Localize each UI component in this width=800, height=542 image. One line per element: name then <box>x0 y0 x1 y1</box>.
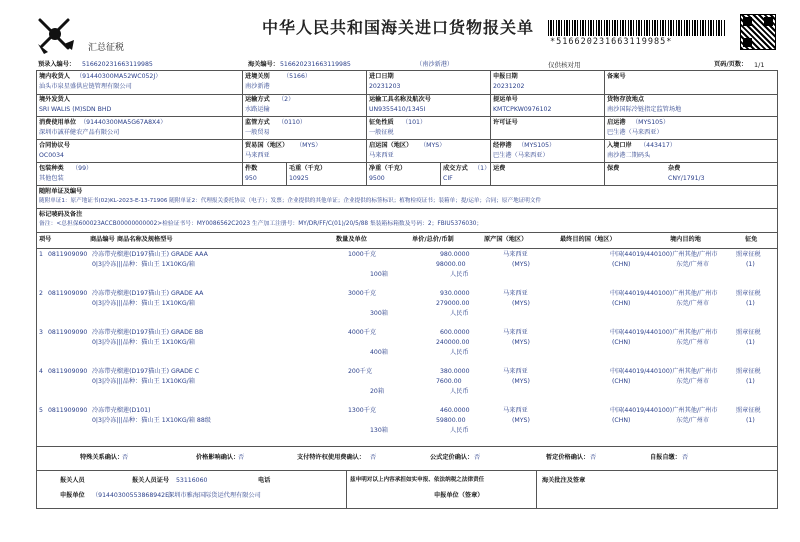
origin-country: 马来西亚 <box>369 152 394 159</box>
item-no: 5 <box>39 407 43 414</box>
col-code-name: 商品编号 商品名称及规格型号 <box>90 236 173 243</box>
item-dest: 中国 <box>610 290 623 297</box>
royalty: 否 <box>370 454 377 461</box>
contract: OC0034 <box>39 152 64 159</box>
unit: 深圳市雅海国际货运代理有限公司 <box>168 492 261 499</box>
customs-no: 516620231663119985 <box>280 61 351 68</box>
trade-country-code: （MYS） <box>296 142 322 149</box>
self-label: 公式定价确认： <box>430 454 474 461</box>
supervision-code: （0110） <box>278 119 307 126</box>
item-levy: 照章征税 <box>736 251 761 258</box>
port-code: （MYS105） <box>632 119 670 126</box>
location-label: 货物存放地点 <box>607 96 645 103</box>
item-code: 0811909090 <box>48 290 88 297</box>
item-spec: 0|3|冷冻|||品种：猫山王 1X10KG/箱 <box>92 300 195 307</box>
self-report: 否 <box>682 454 689 461</box>
consignee-name: 汕头市泉星盛供应链管理有限公司 <box>39 83 132 90</box>
item-origin: 马来西亚 <box>503 368 528 375</box>
item-origin: 马来西亚 <box>503 251 528 258</box>
item-levy: 照章征税 <box>736 368 761 375</box>
item-dest: 中国 <box>610 407 623 414</box>
item-origin: 马来西亚 <box>503 290 528 297</box>
docs: 随附单证1：原产地证书(02)KL-2023-E-13-71906 随附单证2：代理报关委托协议（电子）；发票；企业提供的其他单证；企业提供的标签标识；植物检疫证书；装箱单；提/运单；合同；原产地证明文件 <box>39 198 542 204</box>
record-label: 备案号 <box>607 73 626 80</box>
item-name: 冷冻带壳榴莲(D197猫山王) GRADE BB <box>92 329 204 336</box>
item-domestic: (44019/440100)广州其他/广州市 <box>622 329 718 336</box>
declarant-label: 报关人员 <box>60 477 85 484</box>
item-dest: 中国 <box>610 368 623 375</box>
pieces-label: 件数 <box>245 165 258 172</box>
item-qty: 1300千克 <box>348 407 377 414</box>
unit-code: （91440300553868942E） <box>92 492 176 499</box>
entry-office: 南沙新港 <box>245 83 270 90</box>
port: 巴生港（马来西亚） <box>607 129 663 136</box>
page-number: 1/1 <box>754 61 765 69</box>
tentative: 否 <box>590 454 597 461</box>
phone-label: 电话 <box>258 477 271 484</box>
tax-code: （101） <box>402 119 427 126</box>
consumer-label: 消费使用单位 <box>39 119 77 126</box>
item-name: 冷冻带壳榴莲(D197猫山王) GRADE C <box>92 368 200 375</box>
item-domestic-2: 东莞/广州市 <box>676 300 710 307</box>
import-date: 20231203 <box>369 83 401 90</box>
permit-label: 许可证号 <box>493 119 518 126</box>
item-no: 4 <box>39 368 43 375</box>
consignee-label: 境内收货人 <box>39 73 70 80</box>
item-qty: 1000千克 <box>348 251 377 258</box>
via-port-code: （MYS105） <box>518 142 556 149</box>
shipper: SRI WALIS (M)SDN BHD <box>39 106 112 113</box>
item-dest-code: (CHN) <box>612 300 631 307</box>
col-origin: 原产国（地区） <box>484 236 528 243</box>
supervision: 一般贸易 <box>245 129 270 136</box>
preentry-no: 516620231663119985 <box>82 61 153 68</box>
item-total: 240000.00 <box>436 339 470 346</box>
barcode <box>548 20 726 36</box>
item-total: 7600.00 <box>436 378 462 385</box>
preentry-label: 预录入编号： <box>38 61 76 68</box>
seal-label: 申报单位（签章） <box>434 492 484 499</box>
gross-label: 毛重（千克） <box>289 165 327 172</box>
location: 南沙国际冷链指定监管场地 <box>607 106 682 113</box>
col-domestic: 境内目的地 <box>670 236 701 243</box>
header-subtitle: 汇总征税 <box>88 43 125 53</box>
via-port: 巴生港（马来西亚） <box>493 152 549 159</box>
item-qty-2: 100箱 <box>370 271 388 278</box>
bl-label: 提运单号 <box>493 96 518 103</box>
item-levy-code: (1) <box>746 261 755 268</box>
item-currency: 人民币 <box>450 427 469 434</box>
item-name: 冷冻带壳榴莲(D197猫山王) GRADE AA <box>92 290 204 297</box>
col-levy: 征免 <box>745 236 758 243</box>
item-spec: 0|3|冷冻|||品种：猫山王 1X10KG/箱 88级 <box>92 417 211 424</box>
royalty-label: 支付特许权使用费确认： <box>297 454 366 461</box>
freight-label: 运费 <box>493 165 506 172</box>
item-levy: 照章征税 <box>736 407 761 414</box>
misc-label: 杂费 <box>668 165 681 172</box>
contract-label: 合同协议号 <box>39 142 70 149</box>
consumer-code: （91440300MA5G67A8X4） <box>80 119 167 126</box>
origin-country-label: 启运国（地区） <box>369 142 413 149</box>
page-label: 页码/页数： <box>714 61 748 68</box>
item-qty: 3000千克 <box>348 290 377 297</box>
declare-date-label: 申报日期 <box>493 73 518 80</box>
terms-code: （1） <box>474 165 491 172</box>
item-code: 0811909090 <box>48 329 88 336</box>
item-no: 1 <box>39 251 43 258</box>
item-qty-2: 20箱 <box>370 388 385 395</box>
customs-remark-label: 海关批注及签章 <box>542 477 586 484</box>
item-unit-price: 460.0000 <box>440 407 470 414</box>
transport-code: （2） <box>278 96 295 103</box>
special-label: 特殊关系确认： <box>80 454 124 461</box>
item-qty-2: 400箱 <box>370 349 388 356</box>
item-no: 3 <box>39 329 43 336</box>
item-dest-code: (CHN) <box>612 378 631 385</box>
page-title: 中华人民共和国海关进口货物报关单 <box>262 18 535 37</box>
net: 9500 <box>369 175 385 182</box>
item-levy-code: (1) <box>746 339 755 346</box>
item-domestic-2: 东莞/广州市 <box>676 261 710 268</box>
item-qty: 200千克 <box>348 368 373 375</box>
item-code: 0811909090 <box>48 407 88 414</box>
item-origin: 马来西亚 <box>503 329 528 336</box>
item-spec: 0|3|冷冻|||品种：猫山王 1X10KG/箱 <box>92 339 195 346</box>
port-note: （南沙新港） <box>416 61 454 68</box>
item-qty-2: 130箱 <box>370 427 388 434</box>
gross: 10925 <box>289 175 309 182</box>
item-code: 0811909090 <box>48 251 88 258</box>
col-qty: 数量及单位 <box>336 236 367 243</box>
verify-note: 仅供核对用 <box>548 61 581 69</box>
item-currency: 人民币 <box>450 271 469 278</box>
item-levy-code: (1) <box>746 378 755 385</box>
terms-label: 成交方式 <box>443 165 468 172</box>
item-qty: 4000千克 <box>348 329 377 336</box>
self: 否 <box>474 454 481 461</box>
item-levy-code: (1) <box>746 417 755 424</box>
item-dest-code: (CHN) <box>612 339 631 346</box>
barcode-text: *516620231663119985* <box>550 37 673 47</box>
item-origin-code: (MYS) <box>512 378 530 385</box>
entry-port-label: 入境口岸 <box>607 142 632 149</box>
package-code: （99） <box>72 165 93 172</box>
item-currency: 人民币 <box>450 310 469 317</box>
entry-office-code: （5166） <box>283 73 312 80</box>
origin-country-code: （MYS） <box>420 142 446 149</box>
item-levy: 照章征税 <box>736 290 761 297</box>
statement: 兹申明对以上内容承担如实申报、依法纳税之法律责任 <box>350 477 485 483</box>
item-domestic-2: 东莞/广州市 <box>676 417 710 424</box>
misc: CNY/1791/3 <box>668 175 705 182</box>
item-code: 0811909090 <box>48 368 88 375</box>
vessel-label: 运输工具名称及航次号 <box>369 96 431 103</box>
item-dest: 中国 <box>610 251 623 258</box>
consignee-code: （91440300MA52WC052J） <box>76 73 162 80</box>
item-unit-price: 930.0000 <box>440 290 470 297</box>
item-domestic-2: 东莞/广州市 <box>676 339 710 346</box>
price: 否 <box>238 454 245 461</box>
entry-office-label: 进境关别 <box>245 73 270 80</box>
package: 其他包装 <box>39 175 64 182</box>
item-dest-code: (CHN) <box>612 261 631 268</box>
consumer: 深圳市誠祥健农产品有限公司 <box>39 129 120 136</box>
declarant-no-label: 报关人员证号 <box>132 477 170 484</box>
item-origin: 马来西亚 <box>503 407 528 414</box>
item-origin-code: (MYS) <box>512 261 530 268</box>
item-domestic: (44019/440100)广州其他/广州市 <box>622 407 718 414</box>
item-currency: 人民币 <box>450 349 469 356</box>
transport: 水路运输 <box>245 106 270 113</box>
item-unit-price: 980.0000 <box>440 251 470 258</box>
item-spec: 0|3|冷冻|||品种：猫山王 1X10KG/箱 <box>92 261 195 268</box>
shipper-label: 境外发货人 <box>39 96 70 103</box>
vessel: UN9355410/1345I <box>369 106 426 113</box>
item-name: 冷冻带壳榴莲(D197猫山王) GRADE AAA <box>92 251 208 258</box>
item-total: 59800.00 <box>436 417 466 424</box>
pieces: 950 <box>245 175 257 182</box>
item-unit-price: 600.0000 <box>440 329 470 336</box>
item-unit-price: 380.0000 <box>440 368 470 375</box>
tax-label: 征免性质 <box>369 119 394 126</box>
marks-label: 标记唛码及备注 <box>39 211 83 218</box>
item-domestic: (44019/440100)广州其他/广州市 <box>622 368 718 375</box>
entry-port: 南沙港二期码头 <box>607 152 651 159</box>
tax: 一般征税 <box>369 129 394 136</box>
customs-emblem-icon <box>34 14 76 56</box>
item-levy-code: (1) <box>746 300 755 307</box>
item-domestic: (44019/440100)广州其他/广州市 <box>622 251 718 258</box>
bl: KMTCPKW0976102 <box>493 106 552 113</box>
declarant-no: 53116060 <box>176 477 208 484</box>
item-dest-code: (CHN) <box>612 417 631 424</box>
self-report-label: 自报自缴： <box>650 454 681 461</box>
trade-country: 马来西亚 <box>245 152 270 159</box>
item-origin-code: (MYS) <box>512 417 530 424</box>
col-dest: 最终目的国（地区） <box>560 236 616 243</box>
item-dest: 中国 <box>610 329 623 336</box>
unit-label: 申报单位 <box>60 492 85 499</box>
tentative-label: 暂定价格确认： <box>546 454 590 461</box>
item-spec: 0|3|冷冻|||品种：猫山王 1X10KG/箱 <box>92 378 195 385</box>
item-currency: 人民币 <box>450 388 469 395</box>
marks: 备注：<总担保600023ACCB00000000002>检验证书号：MY0086562C2023 生产加工注册号：MY/DR/FF/C(01)/20/5/88 集装箱标箱数及号码：2；FBIU5376030； <box>39 221 483 227</box>
price-label: 价格影响确认： <box>196 454 240 461</box>
declare-date: 20231202 <box>493 83 525 90</box>
terms: CIF <box>443 175 453 182</box>
item-total: 279000.00 <box>436 300 470 307</box>
insurance-label: 保费 <box>607 165 620 172</box>
entry-port-code: （443417） <box>640 142 676 149</box>
customs-no-label: 海关编号： <box>248 61 279 68</box>
docs-label: 随附单证及编号 <box>39 188 83 195</box>
package-label: 包装种类 <box>39 165 64 172</box>
item-origin-code: (MYS) <box>512 300 530 307</box>
qr-code <box>740 14 776 50</box>
item-total: 98000.00 <box>436 261 466 268</box>
item-domestic-2: 东莞/广州市 <box>676 378 710 385</box>
trade-country-label: 贸易国（地区） <box>245 142 289 149</box>
item-levy: 照章征税 <box>736 329 761 336</box>
import-date-label: 进口日期 <box>369 73 394 80</box>
transport-label: 运输方式 <box>245 96 270 103</box>
item-domestic: (44019/440100)广州其他/广州市 <box>622 290 718 297</box>
col-no: 项号 <box>39 236 52 243</box>
special: 否 <box>122 454 129 461</box>
via-port-label: 经停港 <box>493 142 512 149</box>
port-label: 启运港 <box>607 119 626 126</box>
supervision-label: 监管方式 <box>245 119 270 126</box>
item-origin-code: (MYS) <box>512 339 530 346</box>
item-qty-2: 300箱 <box>370 310 388 317</box>
item-no: 2 <box>39 290 43 297</box>
net-label: 净重（千克） <box>369 165 407 172</box>
col-price: 单价/总价/币制 <box>412 236 454 243</box>
item-name: 冷冻带壳榴莲(D101) <box>92 407 151 414</box>
